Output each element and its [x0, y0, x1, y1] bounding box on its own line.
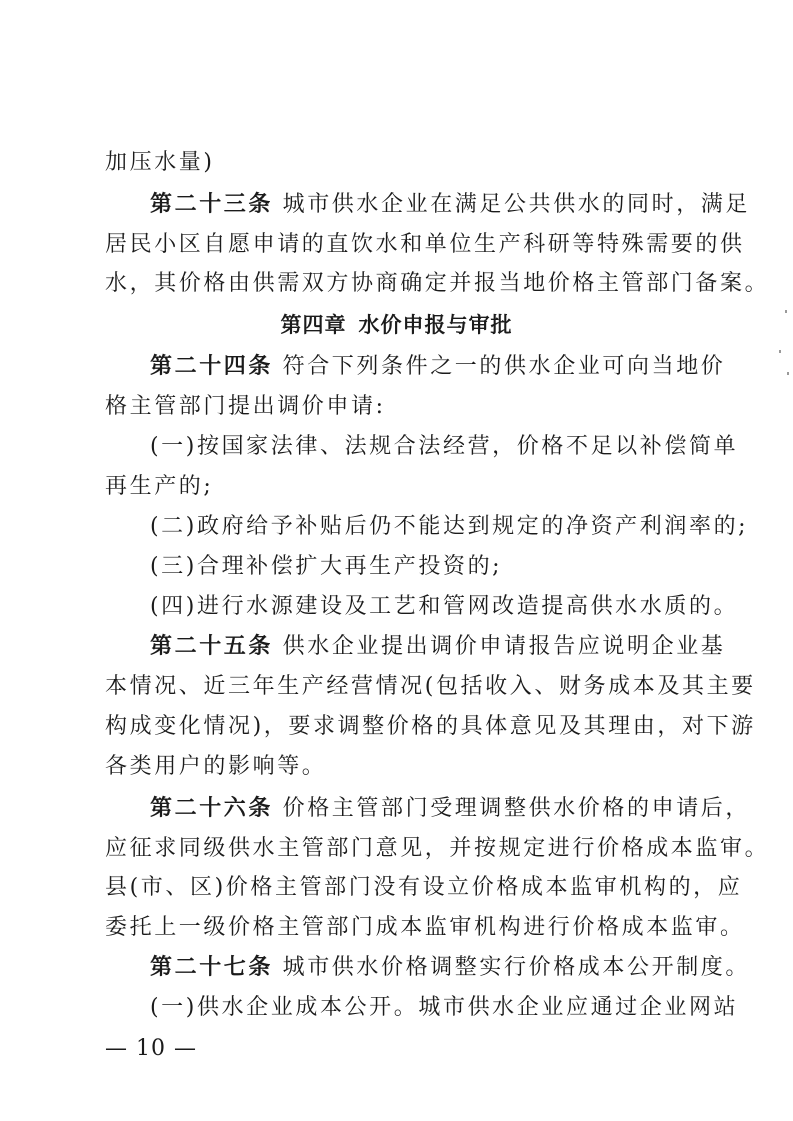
article-26 — [150, 794, 750, 824]
text-line: 水，其价格由供需双方协商确定并报当地价格主管部门备案。 — [105, 271, 770, 296]
article-23 — [150, 190, 750, 220]
chapter-number: 第四章 — [280, 313, 347, 337]
article-label: 第二十七条 — [150, 955, 274, 980]
list-item: (四)进行水源建设及工艺和管网改造提高供水水质的。 — [150, 594, 739, 619]
text-line: 居民小区自愿申请的直饮水和单位生产科研等特殊需要的供 — [105, 232, 745, 257]
text-line: 构成变化情况)，要求调整价格的具体意见及其理由，对下游 — [105, 714, 756, 739]
article-label: 第二十六条 — [150, 796, 274, 821]
article-text: 城市供水企业在满足公共供水的同时，满足 — [282, 192, 751, 217]
list-item: (二)政府给予补贴后仍不能达到规定的净资产利润率的; — [150, 514, 749, 539]
text-line: 本情况、近三年生产经营情况(包括收入、财务成本及其主要 — [105, 674, 756, 699]
article-label: 第二十五条 — [150, 634, 274, 659]
text-line: 各类用户的影响等。 — [105, 754, 327, 779]
list-item: (三)合理补偿扩大再生产投资的; — [150, 554, 503, 579]
article-25 — [150, 632, 725, 662]
chapter-title: 水价申报与审批 — [358, 313, 513, 337]
article-27 — [150, 953, 750, 983]
article-text: 符合下列条件之一的供水企业可向当地价 — [282, 354, 726, 379]
text-line: 再生产的; — [105, 474, 214, 499]
scan-artifact — [779, 350, 781, 353]
article-text: 城市供水价格调整实行价格成本公开制度。 — [282, 955, 751, 980]
scan-artifact — [785, 310, 787, 313]
list-item: (一)供水企业成本公开。城市供水企业应通过企业网站 — [150, 995, 739, 1020]
article-24 — [150, 352, 725, 382]
list-item: (一)按国家法律、法规合法经营，价格不足以补偿简单 — [150, 434, 739, 459]
scan-artifact — [787, 372, 789, 375]
article-label: 第二十四条 — [150, 354, 274, 379]
text-line: 委托上一级价格主管部门成本监审机构进行价格成本监审。 — [105, 915, 745, 940]
article-text: 供水企业提出调价申请报告应说明企业基 — [282, 634, 726, 659]
text-line: 应征求同级供水主管部门意见，并按规定进行价格成本监审。 — [105, 836, 770, 861]
text-line: 县(市、区)价格主管部门没有设立价格成本监审机构的，应 — [105, 875, 743, 900]
text-line: 加压水量) — [105, 150, 215, 175]
article-text: 价格主管部门受理调整供水价格的申请后， — [282, 796, 751, 821]
chapter-heading — [0, 310, 793, 340]
page-number: — 10 — — [105, 1036, 197, 1061]
text-line: 格主管部门提出调价申请: — [105, 394, 386, 419]
article-label: 第二十三条 — [150, 192, 274, 217]
